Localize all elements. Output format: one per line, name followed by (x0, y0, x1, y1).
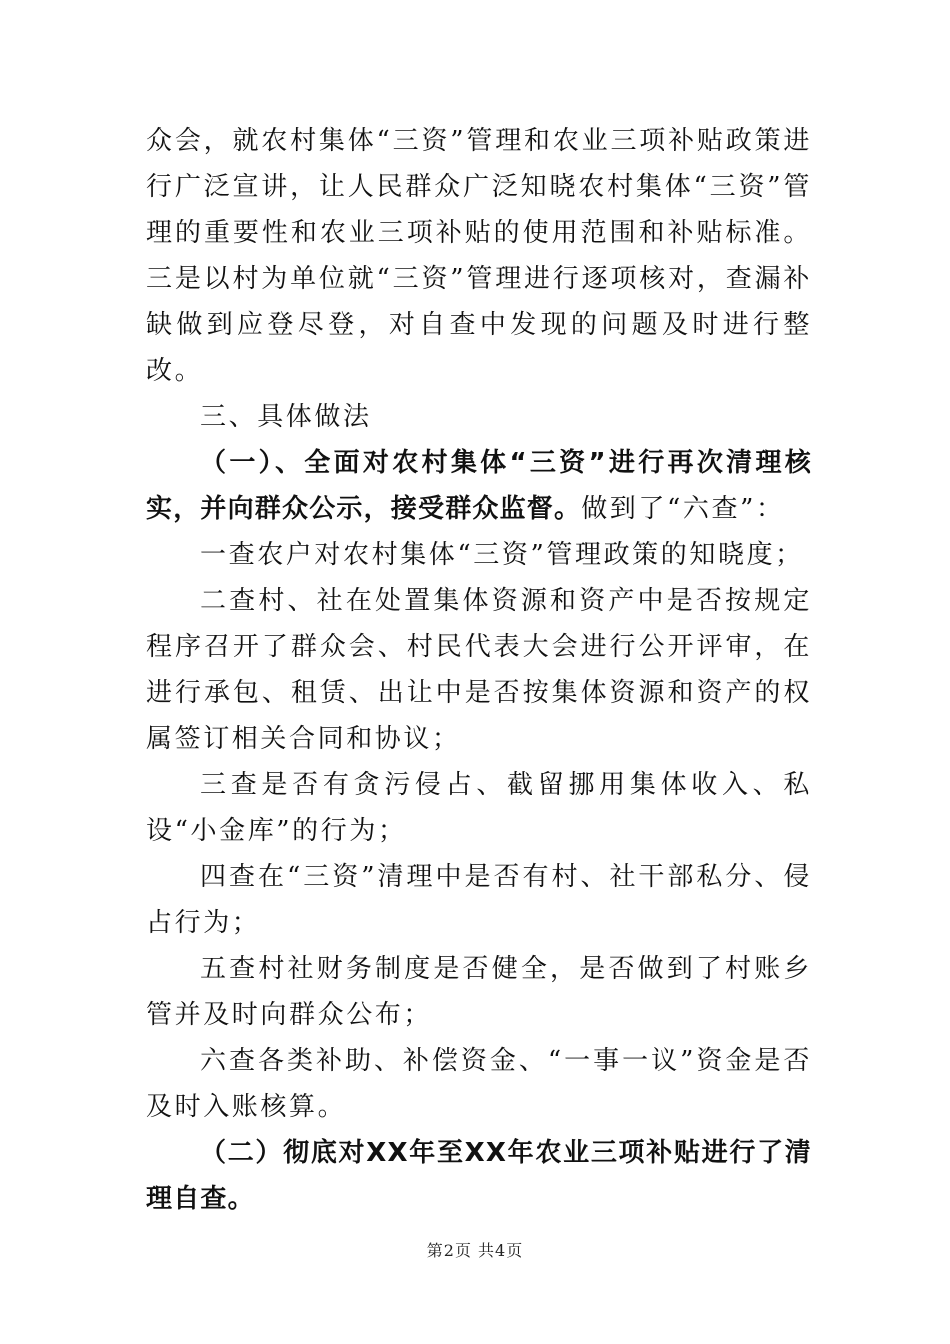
check-item-5: 五查村社财务制度是否健全，是否做到了村账乡管并及时向群众公布； (146, 954, 812, 1030)
document-body (146, 118, 812, 1222)
subsection-one-heading: （一）、全面对农村集体“三资”进行再次清理核实，并向群众公示，接受群众监督。 (146, 448, 812, 524)
subsection-two-heading: （二）彻底对XX年至XX年农业三项补贴进行了清理自查。 (146, 1138, 812, 1214)
check-item-6: 六查各类补助、补偿资金、“一事一议”资金是否及时入账核算。 (146, 1046, 812, 1122)
section-heading: 三、具体做法 (200, 402, 372, 432)
paragraph-continuation: 众会，就农村集体“三资”管理和农业三项补贴政策进行广泛宣讲，让人民群众广泛知晓农村集体“三资”管理的重要性和农业三项补贴的使用范围和补贴标准。三是以村为单位就“三资”管理进行逐项核对，查漏补缺做到应登尽登，对自查中发现的问题及时进行整改。 (146, 126, 812, 386)
check-item-3: 三查是否有贪污侵占、截留挪用集体收入、私设“小金库”的行为； (146, 770, 812, 846)
check-item-2: 二查村、社在处置集体资源和资产中是否按规定程序召开了群众会、村民代表大会进行公开评审，在进行承包、租赁、出让中是否按集体资源和资产的权属签订相关合同和协议； (146, 586, 812, 754)
check-item-4: 四查在“三资”清理中是否有村、社干部私分、侵占行为； (146, 862, 812, 938)
subsection-one-paragraph (146, 440, 812, 532)
page-footer: 第2页 共4页 (426, 1241, 524, 1260)
check-item-1: 一查农户对农村集体“三资”管理政策的知晓度； (200, 540, 804, 570)
subsection-one-intro: 做到了“六查”： (581, 494, 785, 524)
